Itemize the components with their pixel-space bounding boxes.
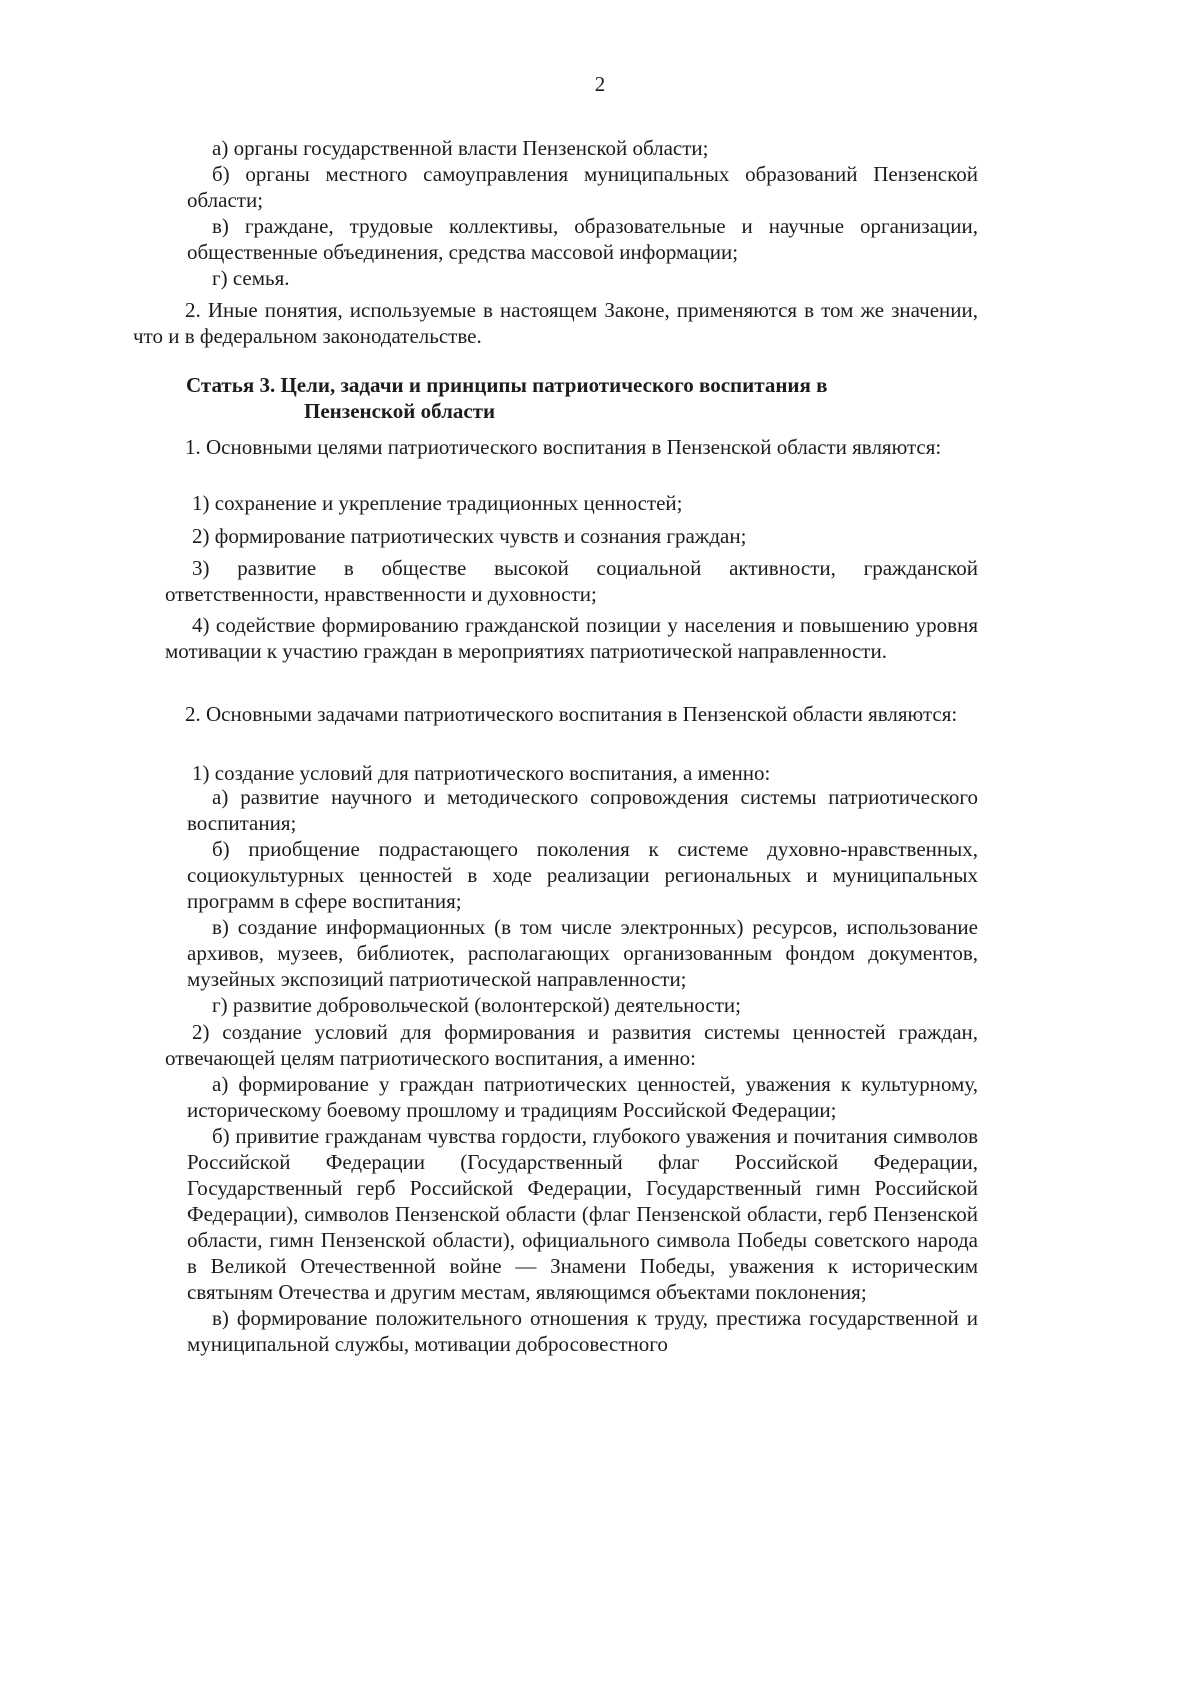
goal-item bbox=[165, 555, 978, 607]
page-number: 2 bbox=[594, 72, 606, 96]
paragraph-text: 2. Основными задачами патриотического воспитания в Пензенской области являются: bbox=[185, 702, 958, 726]
heading-line: Пензенской области bbox=[304, 399, 496, 423]
task-item bbox=[165, 1019, 978, 1071]
goal-text: 1) сохранение и укрепление традиционных ценностей; bbox=[192, 491, 683, 515]
goal-text: 3) развитие в обществе высокой социальной активности, гражданской ответственности, нравственности и духовности; bbox=[165, 556, 978, 606]
tasks-intro bbox=[133, 701, 978, 727]
paragraph-text: 2. Иные понятия, используемые в настоящем Законе, применяются в том же значении, что и в федеральном законодательстве. bbox=[133, 298, 978, 348]
participants-list bbox=[187, 135, 978, 291]
paragraph-2 bbox=[133, 297, 978, 349]
paragraph-text: 1. Основными целями патриотического воспитания в Пензенской области являются: bbox=[185, 435, 942, 459]
sub-item: г) развитие добровольческой (волонтерской) деятельности; bbox=[212, 993, 741, 1017]
goal-item bbox=[165, 523, 978, 549]
article-heading bbox=[186, 372, 986, 424]
list-item: б) органы местного самоуправления муниципальных образований Пензенской области; bbox=[187, 162, 978, 212]
sub-item: в) создание информационных (в том числе электронных) ресурсов, использование архивов, музеев, библиотек, располагающих организованным фондом документов, музейных экспозиций патриотической направленности; bbox=[187, 915, 978, 991]
task2-subitems bbox=[187, 1071, 978, 1357]
task-item bbox=[165, 760, 978, 786]
list-item: г) семья. bbox=[212, 266, 290, 290]
task-lead: 1) создание условий для патриотического воспитания, а именно: bbox=[192, 761, 771, 785]
sub-item: б) приобщение подрастающего поколения к системе духовно-нравственных, социокультурных ценностей в ходе реализации региональных и муниципальных программ в сфере воспитания; bbox=[187, 837, 978, 913]
sub-item: в) формирование положительного отношения к труду, престижа государственной и муниципальной службы, мотивации добросовестного bbox=[187, 1306, 978, 1356]
task1-subitems bbox=[187, 784, 978, 1018]
goal-item bbox=[165, 612, 978, 664]
sub-item: б) привитие гражданам чувства гордости, глубокого уважения и почитания символов Российской Федерации (Государственный флаг Российской Федерации, Государственный герб Российской Федерации, Государственный гимн Российской Федерации), символов Пензенской области (флаг Пензенской области, герб Пензенской области, гимн Пензенской области), официального символа Победы советского народа в Великой Отечественной войне — Знамени Победы, уважения к историческим святыням Отечества и другим местам, являющимся объектами поклонения; bbox=[187, 1124, 978, 1304]
goals-intro bbox=[133, 434, 978, 460]
goal-text: 2) формирование патриотических чувств и сознания граждан; bbox=[192, 524, 747, 548]
task-lead: 2) создание условий для формирования и развития системы ценностей граждан, отвечающей целям патриотического воспитания, а именно: bbox=[165, 1020, 978, 1070]
list-item: в) граждане, трудовые коллективы, образовательные и научные организации, общественные объединения, средства массовой информации; bbox=[187, 214, 978, 264]
list-item: а) органы государственной власти Пензенской области; bbox=[212, 136, 709, 160]
sub-item: а) развитие научного и методического сопровождения системы патриотического воспитания; bbox=[187, 785, 978, 835]
goal-item bbox=[165, 490, 978, 516]
goal-text: 4) содействие формированию гражданской позиции у населения и повышению уровня мотивации к участию граждан в мероприятиях патриотической направленности. bbox=[165, 613, 978, 663]
sub-item: а) формирование у граждан патриотических ценностей, уважения к культурному, историческому боевому прошлому и традициям Российской Федерации; bbox=[187, 1072, 978, 1122]
heading-line: Статья 3. Цели, задачи и принципы патриотического воспитания в bbox=[186, 373, 828, 397]
